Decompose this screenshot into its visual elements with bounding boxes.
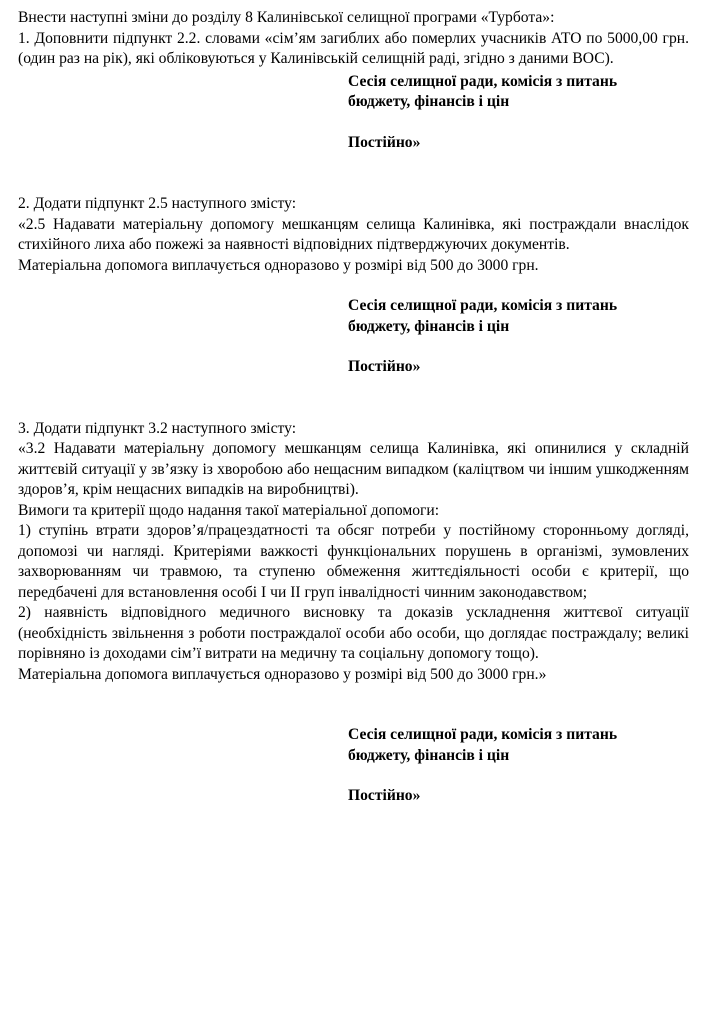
amendment-3-quote: «3.2 Надавати матеріальну допомогу мешканцям селища Калинівка, які опинилися у складній життєвій ситуації у зв’язку із хворобою або нещасним випадком (каліцтвом чи іншим ушкодженням здоров’я, крім нещасних випадків на виробництві). xyxy=(18,440,689,498)
amendment-3-criterion-2: 2) наявність відповідного медичного висновку та доказів ускладнення життєвої ситуації (необхідність звільнення з роботи постраждалої особи або особи, що доглядає постраждалу; великі порівняно із доходами сім’ї витрати на медичну та соціальну допомогу тощо). xyxy=(18,604,689,662)
document-page xyxy=(18,8,689,807)
term-2: Постійно» xyxy=(348,358,421,375)
amendment-2-amount: Матеріальна допомога виплачується одноразово у розмірі від 500 до 3000 грн. xyxy=(18,256,539,274)
amendment-3-criterion-1: 1) ступінь втрати здоров’я/працездатності та обсяг потреби у постійному сторонньому догляді, допомозі чи нагляді. Критеріями важкості функціональних порушень в організмі, зумовлених захворюванням чи травмою, та ступеню обмеження життєдіяльності особи є критерії, що передбачені для встановлення особі І чи ІІ груп інвалідності чинним законодавством; xyxy=(18,522,689,601)
responsible-1-line1: Сесія селищної ради, комісія з питань xyxy=(348,72,618,90)
amendment-1-text: 1. Доповнити підпункт 2.2. словами «сім’ям загиблих або померлих учасників АТО по 5000,00 грн. (один раз на рік), які обліковуються у Калинівській селищній раді, згідно з даними ВОС). xyxy=(18,29,689,67)
responsible-3-line2: бюджету, фінансів і цін xyxy=(348,746,510,764)
responsible-2-line2: бюджету, фінансів і цін xyxy=(348,317,510,335)
responsible-1-line2: бюджету, фінансів і цін xyxy=(348,93,510,110)
responsible-2-line1: Сесія селищної ради, комісія з питань xyxy=(348,297,618,314)
amendment-2-quote: «2.5 Надавати матеріальну допомогу мешканцям селища Калинівка, які постраждали внаслідок стихійного лиха або пожежі за наявності відповідних підтверджуючих документів. xyxy=(18,215,689,253)
term-1: Постійно» xyxy=(348,133,421,151)
amendment-2 xyxy=(18,194,689,378)
amendment-3-criteria-heading: Вимоги та критерії щодо надання такої матеріальної допомоги: xyxy=(18,501,440,519)
amendment-1 xyxy=(18,29,689,154)
responsible-3-line1: Сесія селищної ради, комісія з питань xyxy=(348,726,618,743)
amendment-3-heading: 3. Додати підпункт 3.2 наступного змісту: xyxy=(18,419,297,437)
intro-text: Внести наступні зміни до розділу 8 Калинівської селищної програми «Турбота»: xyxy=(18,9,555,26)
term-3: Постійно» xyxy=(348,787,421,804)
amendment-3 xyxy=(18,419,689,807)
amendment-3-amount: Матеріальна допомога виплачується одноразово у розмірі від 500 до 3000 грн.» xyxy=(18,665,547,683)
amendment-2-heading: 2. Додати підпункт 2.5 наступного змісту: xyxy=(18,195,297,212)
